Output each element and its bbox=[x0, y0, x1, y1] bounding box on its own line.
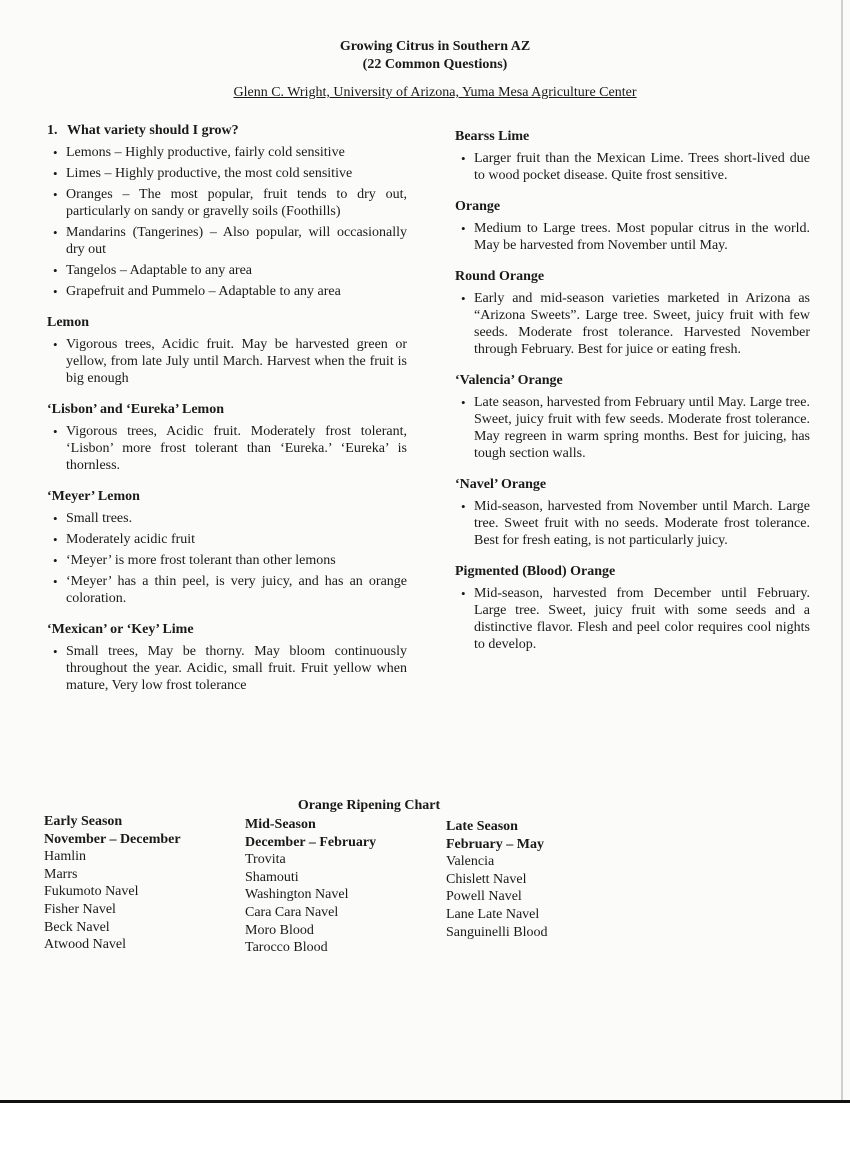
section-heading: ‘Navel’ Orange bbox=[455, 477, 547, 492]
section-lemon bbox=[47, 314, 407, 387]
list-item: • Larger fruit than the Mexican Lime. Trees short-lived due to wood pocket disease. Quite frost sensitive. bbox=[455, 150, 810, 184]
bullet-list bbox=[455, 585, 810, 653]
section-bearss-lime bbox=[455, 128, 810, 184]
section-blood-orange bbox=[455, 563, 810, 653]
list-item: • Moderately acidic fruit bbox=[47, 531, 407, 548]
section-round-orange bbox=[455, 268, 810, 358]
document-header bbox=[0, 38, 850, 102]
season-range: December – February bbox=[245, 834, 377, 850]
list-item: • Small trees. bbox=[47, 510, 407, 527]
list-item: • Mid-season, harvested from December until February. Large tree. Sweet, juicy fruit with some seeds and a distinctive flavor. Flesh and peel color requires cool nights to develop. bbox=[455, 585, 810, 653]
bullet-list bbox=[47, 643, 407, 694]
question-number: 1. bbox=[47, 123, 58, 138]
list-item: • Vigorous trees, Acidic fruit. Moderately frost tolerant, ‘Lisbon’ more frost tolerant than ‘Eureka.’ ‘Eureka’ is thornless. bbox=[47, 423, 407, 474]
section-heading: Orange bbox=[455, 199, 501, 214]
section-meyer-lemon bbox=[47, 488, 407, 607]
list-item: • Medium to Large trees. Most popular citrus in the world. May be harvested from November until May. bbox=[455, 220, 810, 254]
section-valencia-orange bbox=[455, 372, 810, 462]
ripening-chart-title: Orange Ripening Chart bbox=[297, 798, 441, 813]
bullet-list bbox=[455, 290, 810, 358]
bullet-list bbox=[47, 144, 407, 300]
bullet-list bbox=[455, 220, 810, 254]
bullet-list bbox=[47, 423, 407, 474]
bullet-list bbox=[455, 150, 810, 184]
variety-item: Fukumoto Navel bbox=[44, 884, 139, 900]
season-column-early bbox=[44, 813, 244, 954]
list-item: • Grapefruit and Pummelo – Adaptable to any area bbox=[47, 283, 407, 300]
right-column bbox=[455, 128, 810, 667]
bullet-list bbox=[455, 394, 810, 462]
list-item: • Limes – Highly productive, the most cold sensitive bbox=[47, 165, 407, 182]
variety-item: Valencia bbox=[446, 854, 495, 870]
variety-item: Hamlin bbox=[44, 849, 86, 865]
list-item: • ‘Meyer’ is more frost tolerant than other lemons bbox=[47, 552, 407, 569]
section-heading: ‘Valencia’ Orange bbox=[455, 373, 563, 388]
author-line: Glenn C. Wright, University of Arizona, Yuma Mesa Agriculture Center bbox=[233, 85, 637, 100]
variety-item: Atwood Navel bbox=[44, 937, 127, 953]
section-heading bbox=[47, 122, 407, 140]
bullet-list bbox=[47, 336, 407, 387]
list-item: • Late season, harvested from February until May. Large tree. Sweet, juicy fruit with few seeds. Moderate frost tolerance. May regreen in warm spring months. Best for juicing, has tough section walls. bbox=[455, 394, 810, 462]
list-item: • Vigorous trees, Acidic fruit. May be harvested green or yellow, from late July until March. Harvest when the fruit is big enough bbox=[47, 336, 407, 387]
list-item: • Early and mid-season varieties marketed in Arizona as “Arizona Sweets”. Large tree. Sweet, juicy fruit with few seeds. Moderate frost tolerance. Harvested November through February. Best for juice or eating fresh. bbox=[455, 290, 810, 358]
section-lisbon-eureka bbox=[47, 401, 407, 474]
list-item: • Mandarins (Tangerines) – Also popular, will occasionally dry out bbox=[47, 224, 407, 258]
bullet-list bbox=[47, 510, 407, 607]
section-key-lime bbox=[47, 621, 407, 694]
variety-item: Lane Late Navel bbox=[446, 906, 540, 922]
season-range: November – December bbox=[44, 831, 181, 847]
scan-edge-bottom bbox=[0, 1100, 850, 1103]
variety-item: Chislett Navel bbox=[446, 871, 527, 887]
variety-item: Shamouti bbox=[245, 869, 299, 885]
section-variety bbox=[47, 122, 407, 300]
section-heading: Lemon bbox=[47, 315, 89, 330]
bullet-list bbox=[455, 498, 810, 549]
left-column bbox=[47, 122, 407, 708]
variety-item: Beck Navel bbox=[44, 919, 110, 935]
section-navel-orange bbox=[455, 476, 810, 549]
variety-item: Marrs bbox=[44, 866, 78, 882]
season-name: Mid-Season bbox=[245, 817, 316, 832]
variety-item: Sanguinelli Blood bbox=[446, 924, 548, 940]
season-name: Early Season bbox=[44, 814, 123, 829]
scan-edge-right bbox=[841, 0, 843, 1100]
variety-item: Fisher Navel bbox=[44, 901, 116, 917]
list-item: • Small trees, May be thorny. May bloom continuously throughout the year. Acidic, small fruit. Fruit yellow when mature, Very low frost tolerance bbox=[47, 643, 407, 694]
variety-item: Trovita bbox=[245, 852, 286, 868]
section-heading: ‘Lisbon’ and ‘Eureka’ Lemon bbox=[47, 402, 224, 417]
season-column-mid bbox=[245, 816, 445, 957]
list-item: • Tangelos – Adaptable to any area bbox=[47, 262, 407, 279]
list-item: • Oranges – The most popular, fruit tends to dry out, particularly on sandy or gravelly soils (Foothills) bbox=[47, 186, 407, 220]
season-column-late bbox=[446, 818, 646, 941]
list-item: • ‘Meyer’ has a thin peel, is very juicy, and has an orange coloration. bbox=[47, 573, 407, 607]
variety-item: Moro Blood bbox=[245, 922, 314, 938]
section-orange bbox=[455, 198, 810, 254]
title-line-2: (22 Common Questions) bbox=[362, 57, 508, 72]
section-heading: Pigmented (Blood) Orange bbox=[455, 564, 616, 579]
question-text: What variety should I grow? bbox=[67, 123, 239, 138]
section-heading: Bearss Lime bbox=[455, 129, 530, 144]
section-heading: ‘Meyer’ Lemon bbox=[47, 489, 140, 504]
document-title bbox=[20, 38, 850, 74]
season-range: February – May bbox=[446, 836, 544, 852]
season-name: Late Season bbox=[446, 819, 518, 834]
section-heading: ‘Mexican’ or ‘Key’ Lime bbox=[47, 622, 194, 637]
variety-item: Washington Navel bbox=[245, 887, 349, 903]
variety-item: Tarocco Blood bbox=[245, 940, 328, 956]
list-item: • Mid-season, harvested from November until March. Large tree. Sweet fruit with no seeds. Moderate frost tolerance. Best for fresh eating, is not particularly juicy. bbox=[455, 498, 810, 549]
variety-item: Cara Cara Navel bbox=[245, 904, 339, 920]
title-line-1: Growing Citrus in Southern AZ bbox=[339, 39, 531, 54]
variety-item: Powell Navel bbox=[446, 889, 522, 905]
section-heading: Round Orange bbox=[455, 269, 545, 284]
list-item: • Lemons – Highly productive, fairly cold sensitive bbox=[47, 144, 407, 161]
